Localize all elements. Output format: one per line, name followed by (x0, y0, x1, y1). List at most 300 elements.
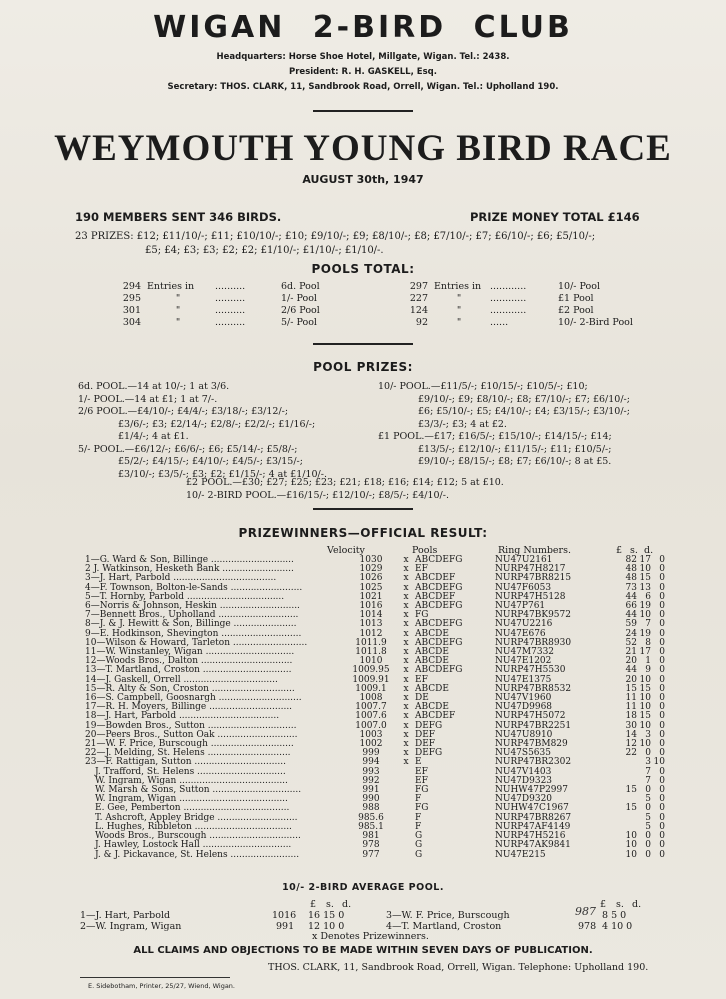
pool-total-p: 10/- 2-Bird Pool (558, 316, 633, 328)
pools: E (415, 757, 422, 768)
prize-money-total: PRIZE MONEY TOTAL £146 (470, 210, 640, 224)
pool-total-d: ............ (490, 304, 527, 316)
club-title: WIGAN 2-BIRD CLUB (153, 10, 573, 45)
prizewinner-mark (397, 768, 415, 777)
pool-total-n: 297 (409, 280, 428, 292)
pools: DEF (415, 729, 436, 740)
prizewinner-mark (397, 777, 415, 786)
pool-prize-line: 2/6 POOL.—£4/10/-; £4/4/-; £3/18/-; £3/12/-; (78, 406, 289, 417)
prizewinner-mark (397, 804, 415, 813)
prizewinner-mark: x (403, 591, 409, 602)
velocity: 992 (362, 775, 380, 786)
avg-row-name: 2—W. Ingram, Wigan (80, 921, 182, 932)
pool-prize-line: £1/4/-; 4 at £1. (118, 431, 189, 442)
shillings: 10 (639, 693, 651, 704)
ring-number: NURP47BR2302 (495, 757, 572, 768)
ring-number: NU47U8910 (495, 729, 553, 740)
headquarters-line: Headquarters: Horse Shoe Hotel, Millgate, Wigan. Tel.: 2438. (216, 52, 510, 62)
pool-prize-line: £13/5/-; £12/10/-; £11/15/-; £11; £10/5/-; (418, 443, 612, 455)
ring-number: NURP47H5216 (495, 831, 566, 842)
pence: 0 (659, 564, 665, 575)
pool-prize-line: £9/10/-; £9; £8/10/-; £8; £7/10/-; £7; £6/10/-; (418, 393, 630, 405)
pounds: 59 (625, 619, 637, 630)
velocity: 1009.1 (355, 683, 387, 694)
average-pool-heading: 10/- 2-BIRD AVERAGE POOL. (282, 882, 444, 893)
ring-number: NU47E1202 (495, 656, 552, 667)
avg-row-velocity: 1016 (272, 910, 297, 921)
avg-pence-header: d. (632, 899, 642, 910)
ring-number: NU47D9968 (495, 702, 553, 713)
prizes-list (75, 230, 655, 258)
pool-prize-line: £3/3/-; £3; 4 at £2. (418, 418, 507, 430)
pool-total-row (405, 292, 651, 304)
pools: EF (415, 564, 428, 575)
avg-row-velocity: 991 (276, 921, 295, 932)
pence: 10 (653, 757, 665, 768)
pence: 0 (659, 573, 665, 584)
winner-name: W. Ingram, Wigan ...................................... (95, 794, 288, 805)
pounds: 20 (625, 656, 637, 667)
avg-row-velocity: 987 (575, 905, 596, 918)
prizewinner-mark: x (403, 674, 409, 685)
pool-total-d: .......... (215, 280, 246, 292)
velocity: 1013 (359, 619, 383, 630)
pool-total-p: £1 Pool (558, 292, 594, 304)
avg-row-amount: 4 10 0 (602, 921, 633, 932)
prizewinner-mark: x (403, 619, 409, 630)
pence: 0 (659, 766, 665, 777)
ring-number: NUHW47P2997 (495, 785, 568, 796)
pounds: 15 (625, 683, 637, 694)
shillings: 6 (645, 591, 651, 602)
pool-total-row (118, 304, 344, 316)
ring-number: NU47D9320 (495, 794, 553, 805)
ring-number: NURP47BM829 (495, 739, 568, 750)
winner-name: 8—J. & J. Hewitt & Son, Billinge ...................... (85, 619, 297, 630)
velocity: 1012 (359, 628, 383, 639)
pounds: 10 (625, 849, 637, 860)
pools: G (415, 840, 423, 851)
pence: 0 (659, 775, 665, 786)
winner-name: 22—J. Melding, St. Helens ............................. (85, 748, 291, 759)
pools: DEFG (415, 720, 443, 731)
shillings: 3 (645, 729, 651, 740)
velocity: 1007.0 (355, 720, 387, 731)
pool-total-e: Entries in (147, 280, 195, 292)
ring-number: NURP47AF4149 (495, 821, 571, 832)
shillings-header: s. (630, 545, 638, 556)
winner-name: 4—F. Townson, Bolton-le-Sands ......................... (85, 582, 303, 593)
pool-total-p: 6d. Pool (281, 280, 320, 292)
winner-name: W. Ingram, Wigan ...................................... (95, 775, 288, 786)
shillings: 8 (645, 637, 651, 648)
winner-name: 15—R. Alty & Son, Croston ............................. (85, 683, 295, 694)
velocity: 981 (362, 831, 380, 842)
winner-name: 16—S. Campbell, Goosnargh ............................. (85, 693, 302, 704)
printer-credit: E. Sidebotham, Printer, 25/27, Wiend, Wigan. (88, 982, 235, 990)
winner-name: 17—R. H. Moyers, Billinge ............................. (85, 702, 293, 713)
prizewinner-mark: x (403, 564, 409, 575)
pence: 0 (659, 849, 665, 860)
pools: G (415, 831, 423, 842)
winner-name: 23—F. Rattigan, Sutton ................................ (85, 757, 286, 768)
pool-total-e: " (175, 304, 181, 316)
shillings: 7 (645, 775, 651, 786)
winner-name: 9—E. Hodkinson, Shevington ............................ (85, 628, 302, 639)
prizewinner-mark: x (403, 582, 409, 593)
race-date: AUGUST 30th, 1947 (302, 173, 424, 186)
pool-prize-line: £5/2/-; £4/15/-; £4/10/-; £4/5/-; £3/15/-; (118, 456, 303, 467)
avg-row-velocity: 978 (578, 921, 597, 932)
winner-name: 6—Norris & Johnson, Heskin ............................ (85, 601, 300, 612)
pounds: 44 (625, 610, 637, 621)
shillings: 0 (645, 840, 651, 851)
prizewinner-mark (397, 814, 415, 823)
pounds: 48 (625, 573, 637, 584)
avg-shillings-header: s. (616, 899, 624, 910)
shillings: 19 (639, 601, 651, 612)
pool-total-e: " (175, 316, 181, 328)
pence: 0 (659, 591, 665, 602)
pounds-header: £ (616, 545, 623, 556)
pool-total-n: 124 (409, 304, 428, 316)
pool-prizes-heading: POOL PRIZES: (313, 360, 413, 374)
pool-total-p: 2/6 Pool (281, 304, 320, 316)
pool-total-row (405, 316, 651, 328)
prizewinner-mark (397, 851, 415, 860)
velocity-header: Velocity (327, 545, 365, 556)
shillings: 10 (639, 610, 651, 621)
prizewinner-mark (397, 786, 415, 795)
ring-number: NURP47H5530 (495, 665, 566, 676)
pool-prize-line: £1 POOL.—£17; £16/5/-; £15/10/-; £14/15/-; £14; (378, 431, 612, 442)
pence: 0 (659, 656, 665, 667)
velocity: 985.1 (358, 821, 384, 832)
winner-name: 10—Wilson & Howard, Tarleton .......................... (85, 637, 308, 648)
avg-row-name: 3—W. F. Price, Burscough (386, 910, 510, 921)
shillings: 7 (645, 619, 651, 630)
velocity: 1008 (359, 693, 383, 704)
pool-prize-line: £3/10/-; £3/5/-; £3; £2; £1/15/-; 4 at £1/10/-. (118, 468, 327, 480)
pounds: 24 (625, 628, 637, 639)
pools: ABCDEFG (415, 582, 463, 593)
shillings: 0 (645, 748, 651, 759)
pool-total-e: " (456, 316, 462, 328)
pence: 0 (659, 665, 665, 676)
pence: 0 (659, 812, 665, 823)
ring-number: NU47F6053 (495, 582, 552, 593)
prizewinner-mark: x (403, 739, 409, 750)
pools: F (415, 821, 422, 832)
pounds: 73 (625, 582, 637, 593)
pool-total-e: " (175, 292, 181, 304)
shillings: 7 (645, 766, 651, 777)
winner-name: 3—J. Hart, Parbold .................................... (85, 573, 277, 584)
pool-prize-line: £6; £5/10/-; £5; £4/10/-; £4; £3/15/-; £3/10/-; (418, 406, 630, 417)
pounds: 44 (625, 665, 637, 676)
pounds: 22 (625, 748, 637, 759)
divider (313, 343, 413, 345)
winner-name: 13—T. Martland, Croston ............................... (85, 665, 292, 676)
pool-total-p: 10/- Pool (558, 280, 601, 292)
pence: 0 (659, 739, 665, 750)
pools: FG (415, 610, 429, 621)
pool-prizes-bottom (186, 477, 504, 502)
ring-number: NURP47BK9572 (495, 610, 571, 621)
velocity: 1029 (359, 564, 383, 575)
members-sent: 190 MEMBERS SENT 346 BIRDS. (75, 210, 282, 224)
velocity: 990 (362, 794, 380, 805)
avg-row-amount: 16 15 0 (308, 910, 345, 921)
pence: 0 (659, 693, 665, 704)
ring-number: NURP47BR2251 (495, 720, 572, 731)
pools: ABCDEFG (415, 601, 463, 612)
pools: ABCDE (415, 683, 449, 694)
prizewinner-mark: x (403, 628, 409, 639)
pence: 0 (659, 619, 665, 630)
ring-number: NU47M7332 (495, 647, 555, 658)
pool-total-row (118, 280, 344, 292)
ring-number: NU47E676 (495, 628, 546, 639)
shillings: 10 (639, 702, 651, 713)
ring-number: NURP47BR8267 (495, 812, 572, 823)
footer-address: THOS. CLARK, 11, Sandbrook Road, Orrell, Wigan. Telephone: Upholland 190. (268, 962, 649, 973)
pool-total-row (118, 292, 344, 304)
pool-prize-line: 5/- POOL.—£6/12/-; £6/6/-; £6; £5/14/-; £5/8/-; (78, 443, 298, 455)
velocity: 1021 (359, 591, 383, 602)
avg-pounds-header: £ (310, 899, 317, 910)
pools: ABCDE (415, 647, 449, 658)
race-title: WEYMOUTH YOUNG BIRD RACE (54, 128, 672, 169)
velocity: 1009.95 (352, 665, 390, 676)
prizewinner-mark: x (403, 573, 409, 584)
prizewinner-mark: x (403, 610, 409, 621)
results-heading: PRIZEWINNERS—OFFICIAL RESULT: (238, 526, 488, 540)
avg-row-name: 1—J. Hart, Parbold (80, 910, 171, 921)
winner-name: 7—Bennett Bros., Upholland ............................ (85, 610, 299, 621)
shillings: 0 (645, 803, 651, 814)
ring-number: NU47V1960 (495, 693, 552, 704)
prizewinner-mark (397, 795, 415, 804)
shillings: 0 (645, 831, 651, 842)
ring-number: NURP47BR8215 (495, 573, 572, 584)
pence: 0 (659, 803, 665, 814)
pools: EF (415, 775, 428, 786)
shillings: 10 (639, 739, 651, 750)
pounds: 48 (625, 564, 637, 575)
winner-name: 21—W. F. Price, Burscough ............................. (85, 739, 294, 750)
pounds: 14 (625, 729, 637, 740)
ring-number: NURP47AK9841 (495, 840, 571, 851)
ring-number: NU47D9323 (495, 775, 553, 786)
pool-total-e: " (456, 304, 462, 316)
velocity: 1010 (359, 656, 383, 667)
velocity: 1030 (359, 555, 383, 565)
pool-total-n: 295 (122, 292, 141, 304)
pools: FG (415, 803, 429, 814)
pool-prizes-left (78, 381, 327, 481)
pool-total-n: 304 (122, 316, 141, 328)
velocity: 1002 (359, 739, 383, 750)
pool-total-n: 227 (409, 292, 428, 304)
velocity: 1026 (359, 573, 383, 584)
prizewinner-mark: x (403, 656, 409, 667)
pence: 0 (659, 711, 665, 722)
pools: ABCDEFG (415, 665, 463, 676)
pool-total-d: ...... (490, 316, 509, 328)
pool-total-p: 1/- Pool (281, 292, 317, 304)
shillings: 17 (639, 555, 651, 565)
prizewinner-mark: x (403, 757, 409, 768)
ring-number: NU47P761 (495, 601, 546, 612)
winner-name: W. Marsh & Sons, Sutton ............................... (95, 785, 302, 796)
shillings: 10 (639, 720, 651, 731)
divider (313, 110, 413, 112)
pounds: 66 (625, 601, 637, 612)
winner-name: T. Ashcroft, Appley Bridge ............................ (95, 812, 298, 823)
pools-total-heading: POOLS TOTAL: (311, 262, 415, 276)
prizewinner-mark: x (403, 555, 409, 565)
prizewinner-mark: x (403, 729, 409, 740)
pool-total-n: 294 (122, 280, 141, 292)
pounds: 21 (625, 647, 637, 658)
prizes-line: £5; £4; £3; £3; £2; £2; £1/10/-; £1/10/-; £1/10/-. (145, 245, 384, 256)
ring-number: NURP47BR8532 (495, 683, 572, 694)
prizewinner-mark: x (403, 702, 409, 713)
claims-notice: ALL CLAIMS AND OBJECTIONS TO BE MADE WITHIN SEVEN DAYS OF PUBLICATION. (133, 945, 593, 956)
pounds: 82 (625, 555, 637, 565)
velocity: 978 (362, 840, 380, 851)
pence: 0 (659, 647, 665, 658)
ring-number: NU47E215 (495, 849, 546, 860)
winner-name: 2 J. Watkinson, Hesketh Bank ......................... (85, 564, 294, 575)
shillings: 10 (639, 674, 651, 685)
president-line: President: R. H. GASKELL, Esq. (289, 67, 437, 77)
pools: ABCDEFG (415, 637, 463, 648)
prizewinner-mark: x (403, 647, 409, 658)
shillings: 19 (639, 628, 651, 639)
pools: ABCDE (415, 656, 449, 667)
prizewinner-mark (397, 823, 415, 832)
pools-total-right (405, 280, 651, 328)
winner-name: J. Hawley, Lostock Hall ............................... (95, 840, 292, 851)
ring-number: NUHW47C1967 (495, 803, 569, 814)
pence: 0 (659, 582, 665, 593)
pounds: 20 (625, 674, 637, 685)
pounds (623, 758, 637, 767)
results-table (85, 556, 665, 860)
secretary-line: Secretary: THOS. CLARK, 11, Sandbrook Road, Orrell, Wigan. Tel.: Upholland 190. (167, 82, 559, 92)
pounds (623, 814, 637, 823)
pounds: 15 (625, 785, 637, 796)
pool-total-d: ............ (490, 292, 527, 304)
pence-header: d. (644, 545, 654, 556)
velocity: 1007.6 (355, 711, 387, 722)
ring-number: NU47U2216 (495, 619, 553, 630)
pools-header: Pools (412, 545, 438, 556)
velocity: 1011.9 (355, 637, 387, 648)
pools: DE (415, 693, 429, 704)
ring-number: NU47S5635 (495, 748, 551, 759)
pence: 0 (659, 831, 665, 842)
winner-name: 14—J. Gaskell, Orrell ................................. (85, 674, 278, 685)
pool-prizes-right (378, 381, 630, 469)
winner-name: E. Gee, Pemberton ..................................... (95, 803, 290, 814)
pool-prize-line: 10/- POOL.—£11/5/-; £10/15/-; £10/5/-; £10; (378, 381, 588, 392)
winner-name: 20—Peers Bros., Sutton Oak ............................ (85, 729, 298, 740)
avg-shillings-header: s. (326, 899, 334, 910)
avg-row-name: 4—T. Martland, Croston (386, 921, 502, 932)
prizewinner-mark (397, 841, 415, 850)
pool-total-d: .......... (215, 304, 246, 316)
winner-name: 1—G. Ward & Son, Billinge ............................. (85, 555, 294, 565)
pool-total-p: 5/- Pool (281, 316, 317, 328)
pool-total-e: Entries in (434, 280, 482, 292)
pools: DEF (415, 739, 436, 750)
avg-pence-header: d. (342, 899, 352, 910)
divider (313, 508, 413, 510)
pool-total-row (405, 280, 651, 292)
shillings: 15 (639, 573, 651, 584)
pence: 0 (659, 637, 665, 648)
pounds: 11 (625, 693, 637, 704)
pools: F (415, 812, 422, 823)
shillings: 9 (645, 665, 651, 676)
winner-name: 11—W. Winstanley, Wigan ............................... (85, 647, 295, 658)
pence: 0 (659, 720, 665, 731)
winner-name: J. & J. Pickavance, St. Helens ........................ (95, 849, 300, 860)
ring-number: NURP47H5128 (495, 591, 566, 602)
divider (80, 977, 230, 978)
pools: EF (415, 766, 428, 777)
ring-number: NURP47H8217 (495, 564, 566, 575)
pounds: 11 (625, 702, 637, 713)
velocity: 1009.91 (352, 674, 390, 685)
winner-name: 18—J. Hart, Parbold ................................... (85, 711, 280, 722)
winner-name: J. Trafford, St. Helens ............................... (95, 766, 286, 777)
ring-number: NU47U2161 (495, 555, 553, 565)
pounds: 44 (625, 591, 637, 602)
pool-total-n: 301 (122, 304, 141, 316)
velocity: 1016 (359, 601, 383, 612)
winner-name: 5—T. Hornby, Parbold .................................. (85, 591, 285, 602)
pool-total-p: £2 Pool (558, 304, 594, 316)
pounds: 10 (625, 840, 637, 851)
shillings: 5 (645, 794, 651, 805)
pools: G (415, 849, 423, 860)
pools: EF (415, 674, 428, 685)
velocity: 993 (362, 766, 380, 777)
prizewinner-mark: x (403, 748, 409, 759)
pool-total-d: .......... (215, 292, 246, 304)
pool-total-e: " (456, 292, 462, 304)
velocity: 1025 (359, 582, 383, 593)
shillings: 5 (645, 821, 651, 832)
prizewinner-mark: x (403, 637, 409, 648)
shillings: 0 (645, 849, 651, 860)
avg-pounds-header: £ (600, 899, 607, 910)
velocity: 1011.8 (355, 647, 387, 658)
pounds: 10 (625, 831, 637, 842)
pool-prize-line: 1/- POOL.—14 at £1; 1 at 7/-. (78, 393, 218, 405)
prizes-line: 23 PRIZES: £12; £11/10/-; £11; £10/10/-; £10; £9/10/-; £9; £8/10/-; £8; £7/10/-; £7; £6/10/-; £6; £5/10/-; (75, 231, 596, 242)
pence: 0 (659, 748, 665, 759)
ring-number: NURP47H5072 (495, 711, 566, 722)
pool-prize-line: 10/- 2-BIRD POOL.—£16/15/-; £12/10/-; £8/5/-; £4/10/-. (186, 489, 449, 501)
velocity: 988 (362, 803, 380, 814)
pool-prize-line: £9/10/-; £8/15/-; £8; £7; £6/10/-; 8 at £5. (418, 456, 612, 467)
prizewinner-mark: x (403, 693, 409, 704)
